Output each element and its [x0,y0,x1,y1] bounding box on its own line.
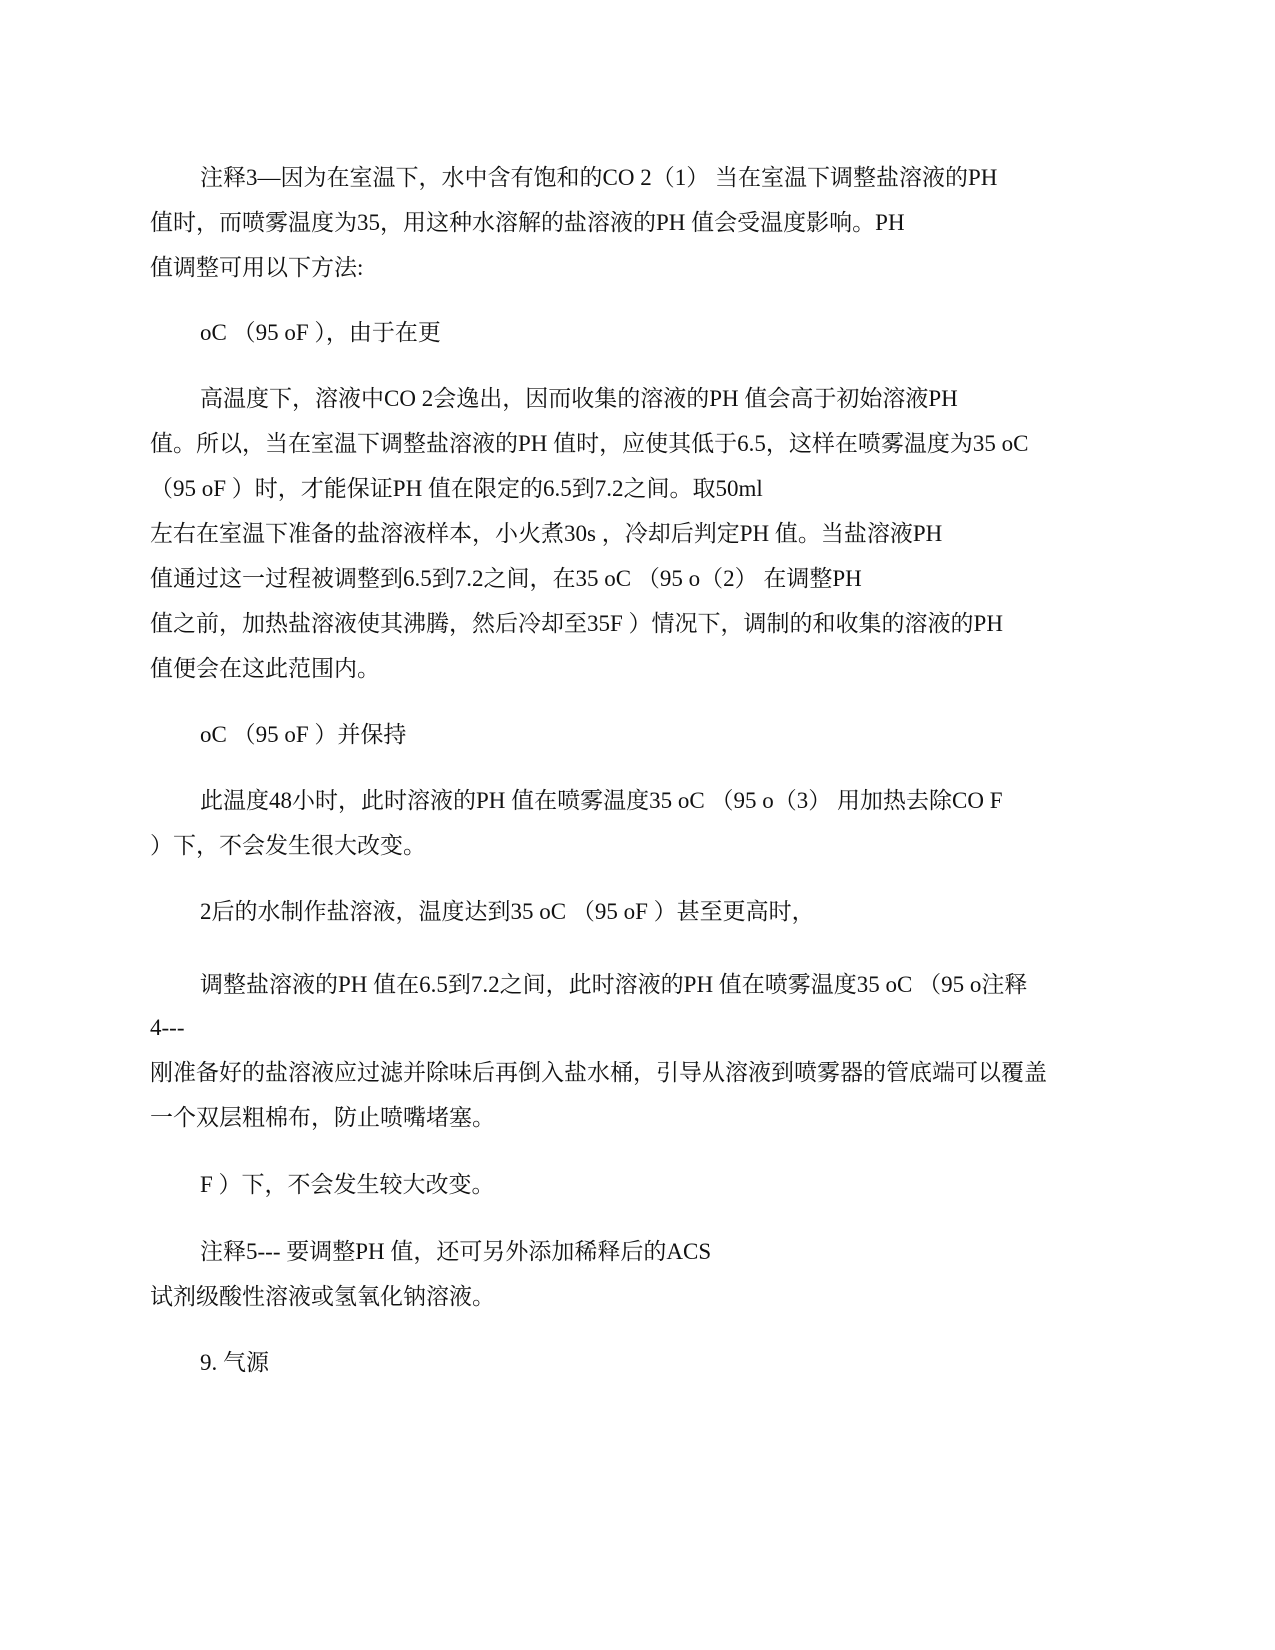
paragraph-adjust-line3: 刚准备好的盐溶液应过滤并除味后再倒入盐水桶，引导从溶液到喷雾器的管底端可以覆盖 [150,1060,1047,1085]
paragraph-note5-line1: 注释5--- 要调整PH 值，还可另外添加稀释后的ACS [200,1239,712,1264]
paragraph-adjust-line2: 4--- [150,1015,185,1040]
paragraph-no-change-line1: F ）下，不会发生较大改变。 [200,1172,495,1197]
paragraph-hold-line1: oC （95 oF ）并保持 [200,722,407,747]
paragraph-high-temp-line3: （95 oF ）时，才能保证PH 值在限定的6.5到7.2之间。取50ml [150,476,763,501]
paragraph-note3-line3: 值调整可用以下方法: [150,255,364,280]
paragraph-high-temp-line6: 值之前，加热盐溶液使其沸腾，然后冷却至35F ）情况下，调制的和收集的溶液的PH [150,611,1003,636]
paragraph-note3-line2: 值时，而喷雾温度为35，用这种水溶解的盐溶液的PH 值会受温度影响。PH [150,210,905,235]
paragraph-note3-line1: 注释3—因为在室温下，水中含有饱和的CO 2（1） 当在室温下调整盐溶液的PH [200,165,998,190]
paragraph-high-temp-line5: 值通过这一过程被调整到6.5到7.2之间，在35 oC （95 o（2） 在调整PH [150,566,862,591]
paragraph-co2-water-line1: 2后的水制作盐溶液，温度达到35 oC （95 oF ）甚至更高时， [200,899,815,924]
paragraph-48h-line1: 此温度48小时，此时溶液的PH 值在喷雾温度35 oC （95 o（3） 用加热去除CO F [200,788,1003,813]
paragraph-high-temp-line7: 值便会在这此范围内。 [150,656,380,681]
paragraph-high-temp-line4: 左右在室温下准备的盐溶液样本，小火煮30s ，冷却后判定PH 值。当盐溶液PH [150,521,943,546]
paragraph-high-temp-line2: 值。所以，当在室温下调整盐溶液的PH 值时，应使其低于6.5，这样在喷雾温度为35 oC [150,431,1029,456]
paragraph-adjust-line4: 一个双层粗棉布，防止喷嘴堵塞。 [150,1105,495,1130]
paragraph-note5-line2: 试剂级酸性溶液或氢氧化钠溶液。 [150,1284,495,1309]
paragraph-48h-line2: ）下，不会发生很大改变。 [150,833,426,858]
paragraph-high-temp-line1: 高温度下，溶液中CO 2会逸出，因而收集的溶液的PH 值会高于初始溶液PH [200,386,958,411]
section-heading-air-source: 9. 气源 [200,1350,269,1375]
paragraph-adjust-line1: 调整盐溶液的PH 值在6.5到7.2之间，此时溶液的PH 值在喷雾温度35 oC （95 o注释 [200,972,1028,997]
paragraph-temp-line1: oC （95 oF ），由于在更 [200,320,441,345]
